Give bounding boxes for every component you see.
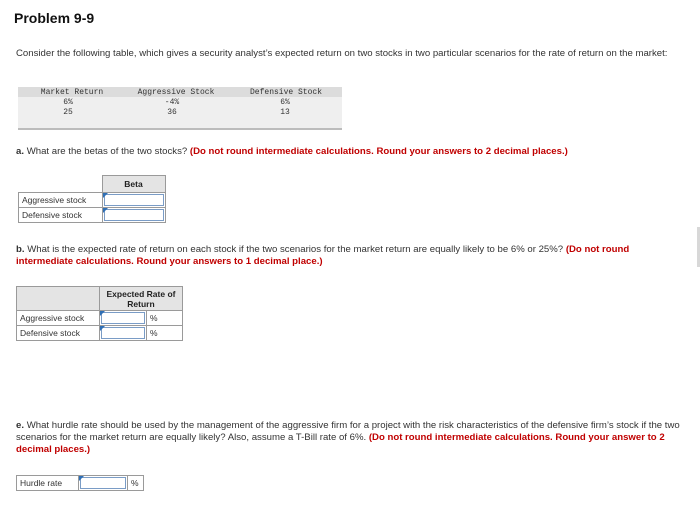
page-title: Problem 9-9	[14, 10, 95, 26]
question-e-label: e.	[16, 420, 25, 431]
question-e-text: What hurdle rate should be used by the management of the aggressive firm for a project with the risk characteristics of the defensive firm’s stock if the two scenarios for the market return are equally likely? Also, assume a T-Bill rate of 6%.	[16, 420, 680, 443]
beta-row-label-defensive: Defensive stock	[19, 208, 103, 223]
input-marker-icon	[103, 208, 108, 213]
input-marker-icon	[79, 476, 84, 481]
input-marker-icon	[103, 193, 108, 198]
question-a-text: What are the betas of the two stocks?	[26, 146, 188, 157]
cell-defensive-2: 13	[280, 108, 290, 117]
header-defensive-stock: Defensive Stock	[249, 88, 322, 97]
beta-table-corner	[19, 176, 103, 193]
question-b-label: b.	[16, 244, 25, 255]
header-market-return: Market Return	[40, 88, 104, 97]
expected-row-label-aggressive: Aggressive stock	[17, 311, 100, 326]
scenario-table	[18, 87, 342, 130]
expected-row-label-defensive: Defensive stock	[17, 326, 100, 341]
cell-market-return-2: 25	[63, 108, 73, 117]
percent-unit: %	[147, 326, 183, 341]
input-marker-icon	[100, 311, 105, 316]
cell-defensive-1: 6%	[280, 98, 290, 107]
question-a-instruction: (Do not round intermediate calculations. Round your answers to 2 decimal places.)	[189, 146, 568, 157]
question-b-instruction: (Do not round intermediate calculations. Round your answers to 1 decimal place.)	[16, 244, 630, 267]
beta-row-label-aggressive: Aggressive stock	[19, 193, 103, 208]
beta-header: Beta	[102, 176, 165, 193]
question-b-text: What is the expected rate of return on each stock if the two scenarios for the market return are equally likely to be 6% or 25%?	[27, 244, 564, 255]
input-marker-icon	[100, 326, 105, 331]
expected-return-table	[16, 286, 183, 341]
expected-defensive-input[interactable]	[100, 326, 147, 341]
question-b	[16, 244, 686, 268]
question-e-instruction: (Do not round intermediate calculations. Round your answer to 2 decimal places.)	[16, 432, 665, 455]
beta-aggressive-input[interactable]	[102, 193, 165, 208]
beta-defensive-input[interactable]	[102, 208, 165, 223]
percent-unit: %	[147, 311, 183, 326]
cell-aggressive-1: -4%	[164, 98, 180, 107]
expected-return-header-line2: Return	[127, 298, 155, 309]
hurdle-rate-table	[16, 475, 144, 491]
cell-market-return-1: 6%	[63, 98, 73, 107]
cell-aggressive-2: 36	[167, 108, 177, 117]
beta-table	[18, 175, 166, 223]
expected-aggressive-input[interactable]	[100, 311, 147, 326]
expected-return-header	[100, 287, 183, 311]
question-a-label: a.	[16, 146, 25, 157]
question-e	[16, 420, 686, 456]
percent-unit: %	[128, 476, 144, 491]
expected-return-corner	[17, 287, 100, 311]
intro-text: Consider the following table, which gives a security analyst’s expected return on two stocks in two particular scenarios for the rate of return on the market:	[16, 48, 668, 59]
hurdle-rate-input[interactable]	[79, 476, 128, 491]
hurdle-rate-label: Hurdle rate	[17, 476, 79, 491]
expected-return-header-line1: Expected Rate of	[106, 288, 176, 299]
header-aggressive-stock: Aggressive Stock	[137, 88, 215, 97]
question-a	[16, 146, 686, 158]
